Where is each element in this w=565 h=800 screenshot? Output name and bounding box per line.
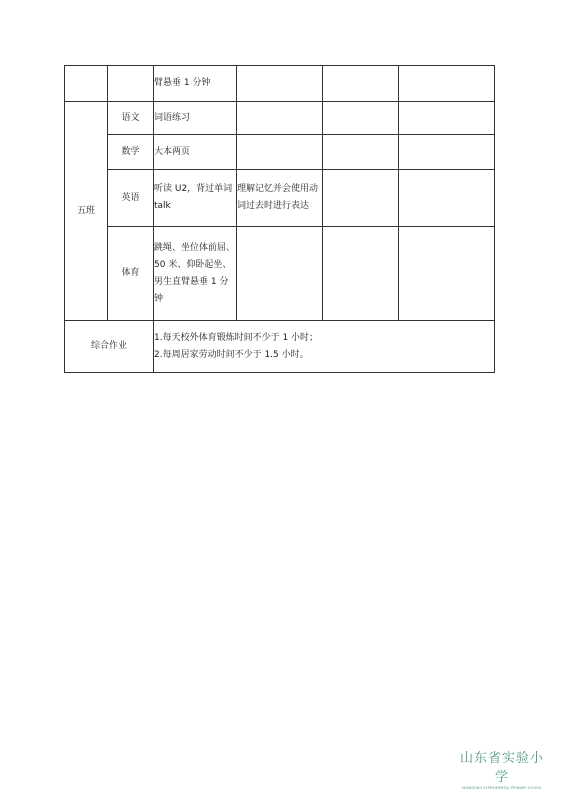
table-row bbox=[65, 321, 495, 373]
table-cell bbox=[323, 170, 399, 227]
school-logo-cn: 山东省实验小学 bbox=[459, 751, 544, 785]
school-logo-en: SHANDONG EXPERIMENTAL PRIMARY SCHOOL bbox=[461, 786, 543, 790]
summary-item: 2.每周居家劳动时间不少于 1.5 小时。 bbox=[154, 349, 309, 360]
table-cell bbox=[399, 135, 495, 170]
homework-cell: 词语练习 bbox=[154, 102, 237, 135]
table-row bbox=[65, 102, 495, 135]
table-cell bbox=[108, 66, 154, 102]
homework-cell: 听读 U2，背过单词 talk bbox=[154, 170, 237, 227]
table-row bbox=[65, 66, 495, 102]
subject-name: 英语 bbox=[108, 170, 154, 227]
homework-cell: 大本两页 bbox=[154, 135, 237, 170]
table-cell bbox=[237, 66, 323, 102]
table-cell bbox=[323, 227, 399, 321]
subject-name: 语文 bbox=[108, 102, 154, 135]
summary-content bbox=[154, 321, 495, 373]
table-row bbox=[65, 170, 495, 227]
table-cell bbox=[399, 102, 495, 135]
table-row bbox=[65, 227, 495, 321]
table-cell bbox=[323, 66, 399, 102]
table-row bbox=[65, 135, 495, 170]
subject-name: 数学 bbox=[108, 135, 154, 170]
goal-cell bbox=[237, 227, 323, 321]
homework-table bbox=[64, 65, 495, 373]
homework-cell: 跳绳、坐位体前屈、50 米、仰卧起坐、男生直臂悬垂 1 分钟 bbox=[154, 227, 237, 321]
subject-name: 体育 bbox=[108, 227, 154, 321]
goal-cell: 理解记忆并会使用动词过去时进行表达 bbox=[237, 170, 323, 227]
table-cell bbox=[399, 227, 495, 321]
table-cell bbox=[323, 135, 399, 170]
activity-cell: 臂悬垂 1 分钟 bbox=[154, 66, 237, 102]
table-cell bbox=[399, 170, 495, 227]
summary-item: 1.每天校外体育锻炼时间不少于 1 小时； bbox=[154, 332, 319, 343]
summary-label: 综合作业 bbox=[65, 321, 154, 373]
school-logo bbox=[457, 747, 547, 790]
class-label: 五班 bbox=[65, 102, 108, 321]
goal-cell bbox=[237, 102, 323, 135]
goal-cell bbox=[237, 135, 323, 170]
table-cell bbox=[323, 102, 399, 135]
table-cell bbox=[65, 66, 108, 102]
table-cell bbox=[399, 66, 495, 102]
